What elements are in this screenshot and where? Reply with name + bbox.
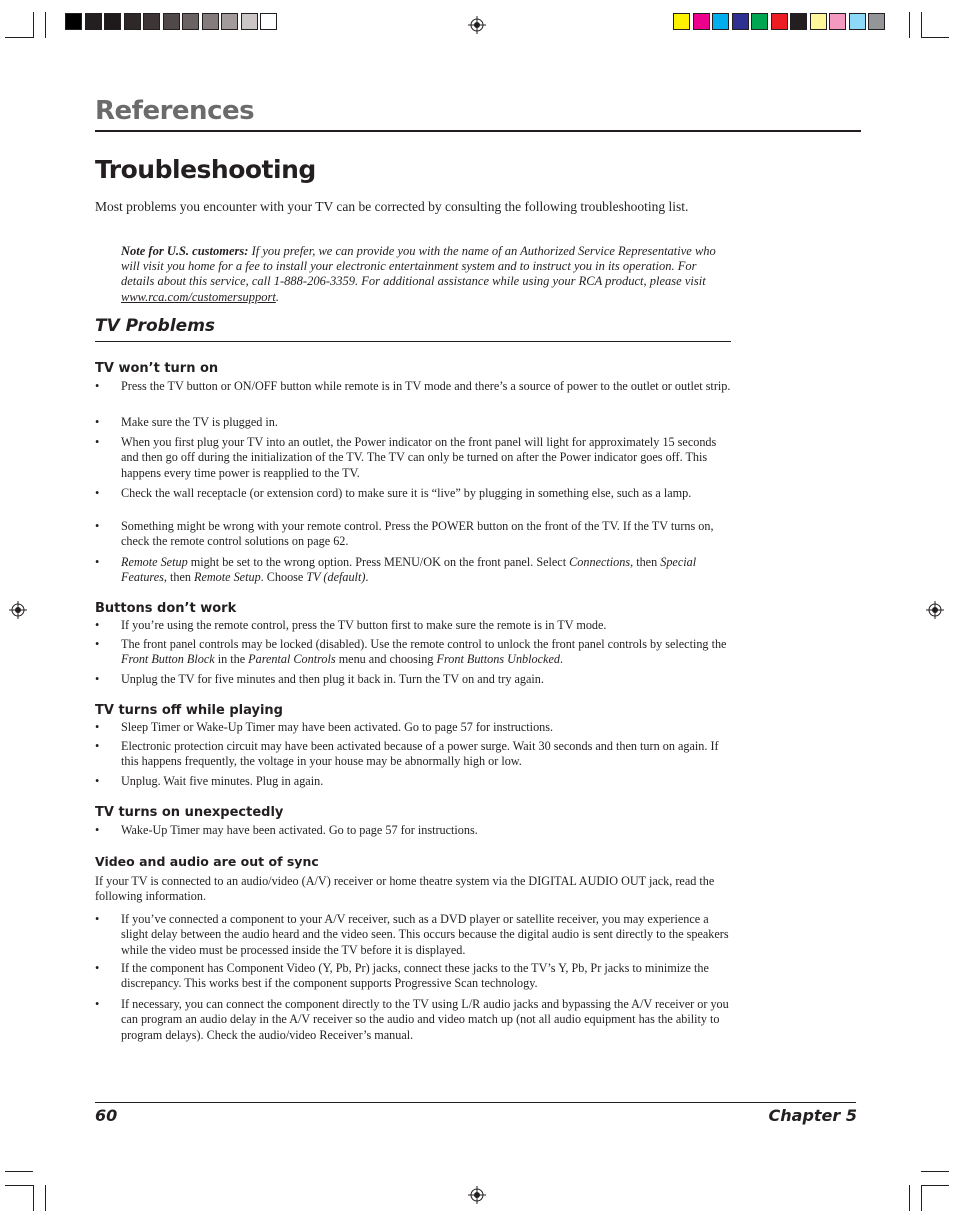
calibration-swatch [732,13,749,30]
header-rule [95,130,861,132]
list-item: • The front panel controls may be locked (disabled). Use the remote control to unlock the front panel controls by selecting the Front Button Block in the Parental Controls menu and choosing Front Buttons Unblocked. [95,637,727,667]
footer-rule [95,1102,856,1103]
registration-mark-top-icon [468,16,486,34]
calibration-swatch [829,13,846,30]
subsection-rule [95,341,731,342]
calibration-swatch [182,13,199,30]
registration-mark-left-icon [9,601,27,619]
customer-note: Note for U.S. customers: If you prefer, we can provide you with the name of an Authorized Service Representative who will visit you home for a fee to install your electronic entertainment system and to instruct you in its operation. For details about this service, call 1-888-206-3359. For additional assistance while using your RCA product, please visit www.rca.com/customersupport. [121,244,716,304]
calibration-swatch [712,13,729,30]
registration-mark-right-icon [926,601,944,619]
calibration-swatch [221,13,238,30]
calibration-swatch [810,13,827,30]
list-item: • If you’ve connected a component to your A/V receiver, such as a DVD player or satellite receiver, you may experience a slight delay between the audio heard and the video seen. This occurs because the digital audio is sent directly to the speakers while the video must be processed inside the TV before it is displayed. [95,912,729,957]
support-link[interactable]: www.rca.com/customersupport [121,289,276,304]
calibration-swatch [868,13,885,30]
calibration-swatch [673,13,690,30]
problem-heading: TV turns off while playing [95,703,283,718]
list-item: • Electronic protection circuit may have been activated because of a power surge. Wait 30 seconds and then turn on again. If this happens frequently, the voltage in your house may be abnormally high or low. [95,739,719,769]
list-item: • If the component has Component Video (Y, Pb, Pr) jacks, connect these jacks to the TV’s Y, Pb, Pr jacks to minimize the discrepancy. This works best if the component supports Progressive Scan technology. [95,961,709,991]
intro-paragraph: Most problems you encounter with your TV can be corrected by consulting the following troubleshooting list. [95,199,689,214]
section-title: References [95,96,255,126]
registration-mark-bottom-icon [468,1186,486,1204]
list-item: • Make sure the TV is plugged in. [95,415,278,429]
page-number: 60 [95,1106,118,1125]
calibration-swatch [202,13,219,30]
problem-heading: Buttons don’t work [95,601,237,616]
calibration-swatch [751,13,768,30]
problem-heading: TV turns on unexpectedly [95,805,284,820]
list-item: • Remote Setup might be set to the wrong option. Press MENU/OK on the front panel. Select Connections, then Special Features, then Remote Setup. Choose TV (default). [95,555,697,585]
note-label: Note for U.S. customers: [121,244,249,258]
list-item: • Wake-Up Timer may have been activated. Go to page 57 for instructions. [95,823,478,837]
subsection-title: TV Problems [95,316,216,336]
calibration-swatch [771,13,788,30]
list-item: • Check the wall receptacle (or extension cord) to make sure it is “live” by plugging in something else, such as a lamp. [95,486,692,500]
calibration-swatch [104,13,121,30]
calibration-swatch [241,13,258,30]
calibration-swatch [849,13,866,30]
problem-heading: Video and audio are out of sync [95,854,319,869]
list-item: • If you’re using the remote control, press the TV button first to make sure the remote is in TV mode. [95,618,607,632]
calibration-swatch [790,13,807,30]
chapter-label: Chapter 5 [768,1106,857,1125]
list-item: • When you first plug your TV into an outlet, the Power indicator on the front panel will light for approximately 15 seconds and then go off during the initialization of the TV. The TV can only be turned on after the Power indicator goes off. This happens every time power is reapplied to the TV. [95,435,717,480]
list-item: • Something might be wrong with your remote control. Press the POWER button on the front of the TV. If the TV turns on, check the remote control solutions on page 62. [95,519,714,549]
calibration-swatch [85,13,102,30]
list-item: • Press the TV button or ON/OFF button while remote is in TV mode and there’s a source of power to the outlet or outlet strip. [95,379,731,393]
page-title: Troubleshooting [95,155,316,184]
list-item: • Sleep Timer or Wake-Up Timer may have been activated. Go to page 57 for instructions. [95,720,554,734]
list-item: • Unplug the TV for five minutes and then plug it back in. Turn the TV on and try again. [95,672,544,686]
calibration-swatch [260,13,277,30]
calibration-swatch [143,13,160,30]
note-text: If you prefer, we can provide you with the name of an Authorized Service Representative who will visit you home for a fee to install your electronic entertainment system and to instruct you in its operation. For details about this service, call 1-888-206-3359. For additional assistance while using your RCA product, please visit [121,244,716,289]
sync-intro: If your TV is connected to an audio/video (A/V) receiver or home theatre system via the DIGITAL AUDIO OUT jack, read the following information. [95,874,715,904]
calibration-swatch [124,13,141,30]
calibration-swatch [163,13,180,30]
calibration-swatch [693,13,710,30]
list-item: • If necessary, you can connect the component directly to the TV using L/R audio jacks and bypassing the A/V receiver or you can program an audio delay in the A/V receiver so the audio and video match up (not all audio equipment has the ability to program delays). Check the audio/video Receiver’s manual. [95,997,729,1042]
list-item: • Unplug. Wait five minutes. Plug in again. [95,774,324,788]
calibration-swatch [65,13,82,30]
problem-heading: TV won’t turn on [95,361,219,376]
